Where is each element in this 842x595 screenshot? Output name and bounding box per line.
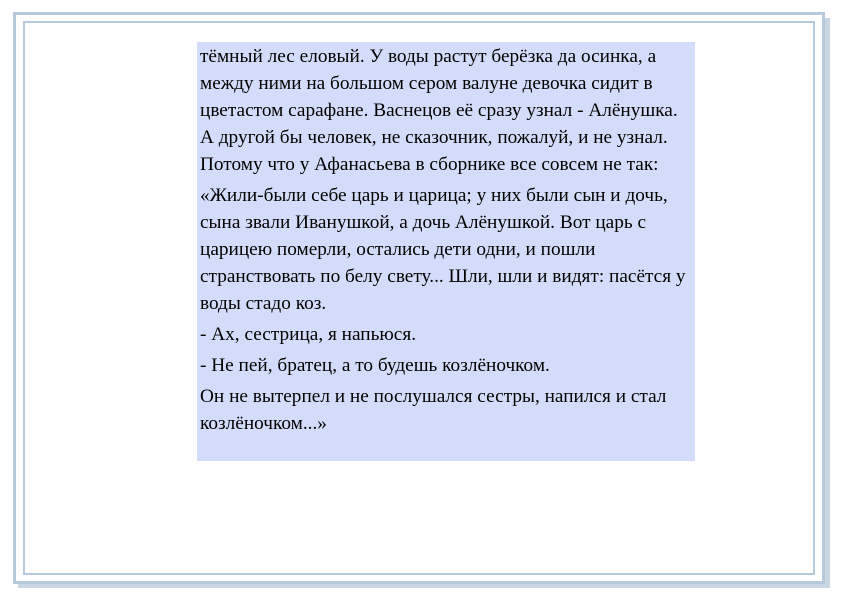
frame-shadow bbox=[18, 584, 830, 588]
paragraph: - Ах, сестрица, я напьюся. bbox=[200, 324, 417, 345]
paragraph: Он не вытерпел и не послушался сестры, напился и стал козлёночком...» bbox=[200, 386, 667, 434]
paragraph: - Не пей, братец, а то будешь козлёночком. bbox=[200, 355, 550, 376]
text-block bbox=[197, 42, 695, 461]
frame-shadow bbox=[825, 18, 830, 587]
paragraph: тёмный лес еловый. У воды растут берёзка да осинка, а между ними на большом сером валуне девочка сидит в цветастом сарафане. Васнецов её сразу узнал - Алёнушка. А другой бы человек, не сказочник, пожалуй, и не узнал. Потому что у Афанасьева в сборнике все совсем не так: bbox=[200, 46, 678, 175]
paragraph: «Жили-были себе царь и царица; у них были сын и дочь, сына звали Иванушкой, а дочь Алёнушкой. Вот царь с царицею померли, остались дети одни, и пошли странствовать по белу свету... Шли, шли и видят: пасётся у воды стадо коз. bbox=[200, 185, 686, 314]
